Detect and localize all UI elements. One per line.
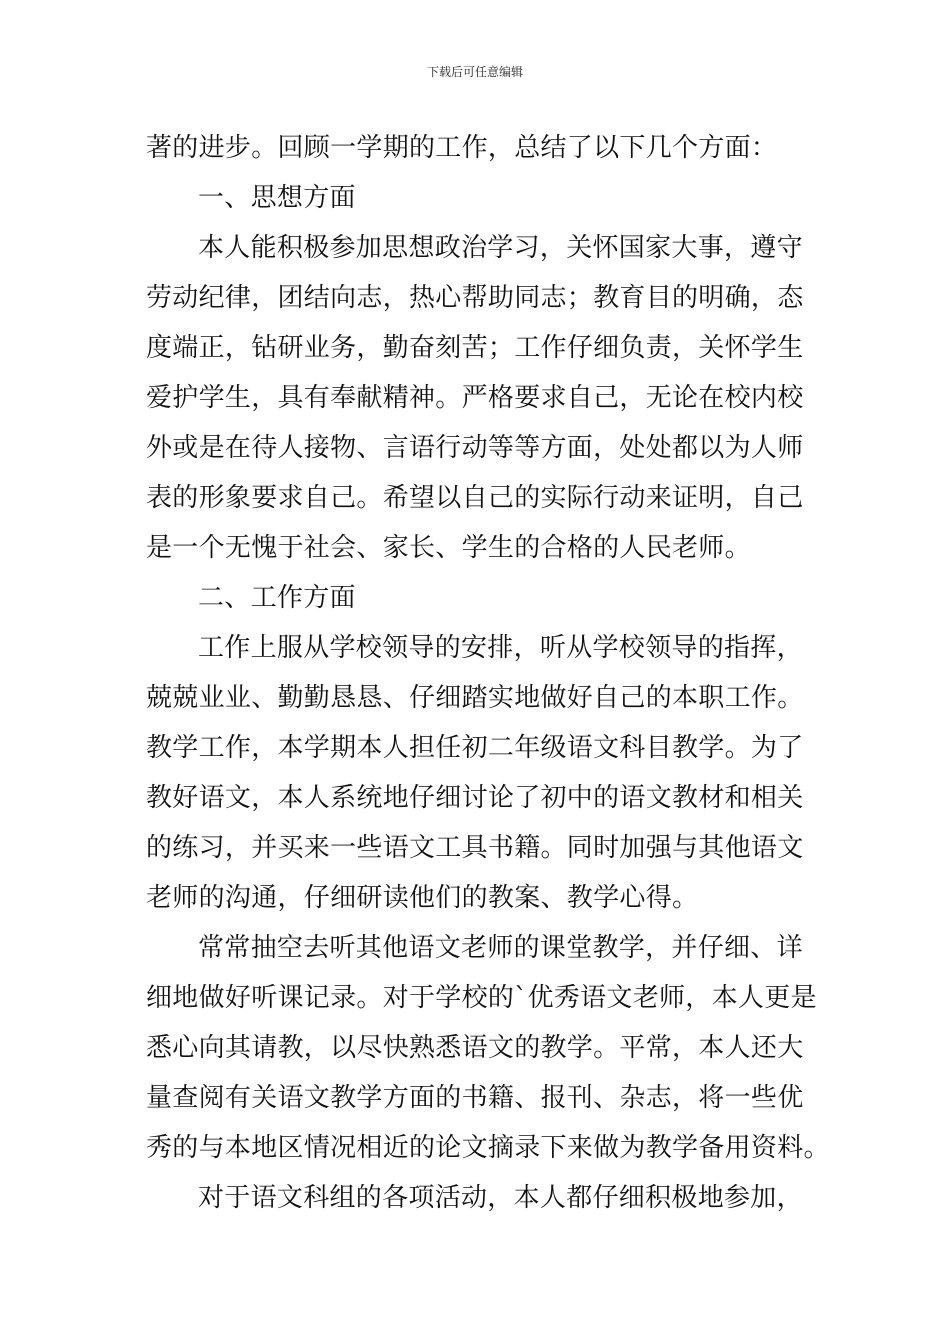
paragraph-line: 的练习，并买来一些语文工具书籍。同时加强与其他语文 [146, 833, 804, 863]
paragraph-line: 爱护学生，具有奉献精神。严格要求自己，无论在校内校 [146, 383, 804, 413]
paragraph-line: 教学工作，本学期本人担任初二年级语文科目教学。为了 [146, 733, 804, 763]
paragraph-line: 量查阅有关语文教学方面的书籍、报刊、杂志，将一些优 [146, 1083, 804, 1113]
paragraph-line: 兢兢业业、勤勤恳恳、仔细踏实地做好自己的本职工作。 [146, 683, 804, 713]
paragraph-line: 著的进步。回顾一学期的工作，总结了以下几个方面： [146, 133, 778, 163]
paragraph-line: 本人能积极参加思想政治学习，关怀国家大事，遵守 [198, 233, 803, 263]
section-heading-thought: 一、思想方面 [198, 183, 356, 213]
paragraph-line: 秀的与本地区情况相近的论文摘录下来做为教学备用资料。 [146, 1133, 830, 1163]
paragraph-line: 悉心向其请教，以尽快熟悉语文的教学。平常，本人还大 [146, 1033, 804, 1063]
section-heading-work: 二、工作方面 [198, 583, 356, 613]
paragraph-line: 劳动纪律，团结向志，热心帮助同志；教育目的明确，态 [146, 283, 804, 313]
paragraph-line: 是一个无愧于社会、家长、学生的合格的人民老师。 [146, 533, 751, 563]
document-body [146, 123, 830, 1223]
paragraph-line: 对于语文科组的各项活动，本人都仔细积极地参加， [198, 1183, 803, 1213]
page-header: 下载后可任意编辑 [426, 65, 523, 79]
paragraph-line: 工作上服从学校领导的安排，听从学校领导的指挥， [198, 633, 803, 663]
paragraph-line: 外或是在待人接物、言语行动等等方面，处处都以为人师 [146, 433, 804, 463]
paragraph-line: 表的形象要求自己。希望以自己的实际行动来证明，自己 [146, 483, 804, 513]
paragraph-line: 细地做好听课记录。对于学校的`优秀语文老师，本人更是 [146, 983, 817, 1013]
paragraph-line: 老师的沟通，仔细研读他们的教案、教学心得。 [146, 883, 699, 913]
paragraph-line: 教好语文，本人系统地仔细讨论了初中的语文教材和相关 [146, 783, 804, 813]
paragraph-line: 度端正，钻研业务，勤奋刻苦；工作仔细负责，关怀学生 [146, 333, 804, 363]
paragraph-line: 常常抽空去听其他语文老师的课堂教学，并仔细、详 [198, 933, 803, 963]
